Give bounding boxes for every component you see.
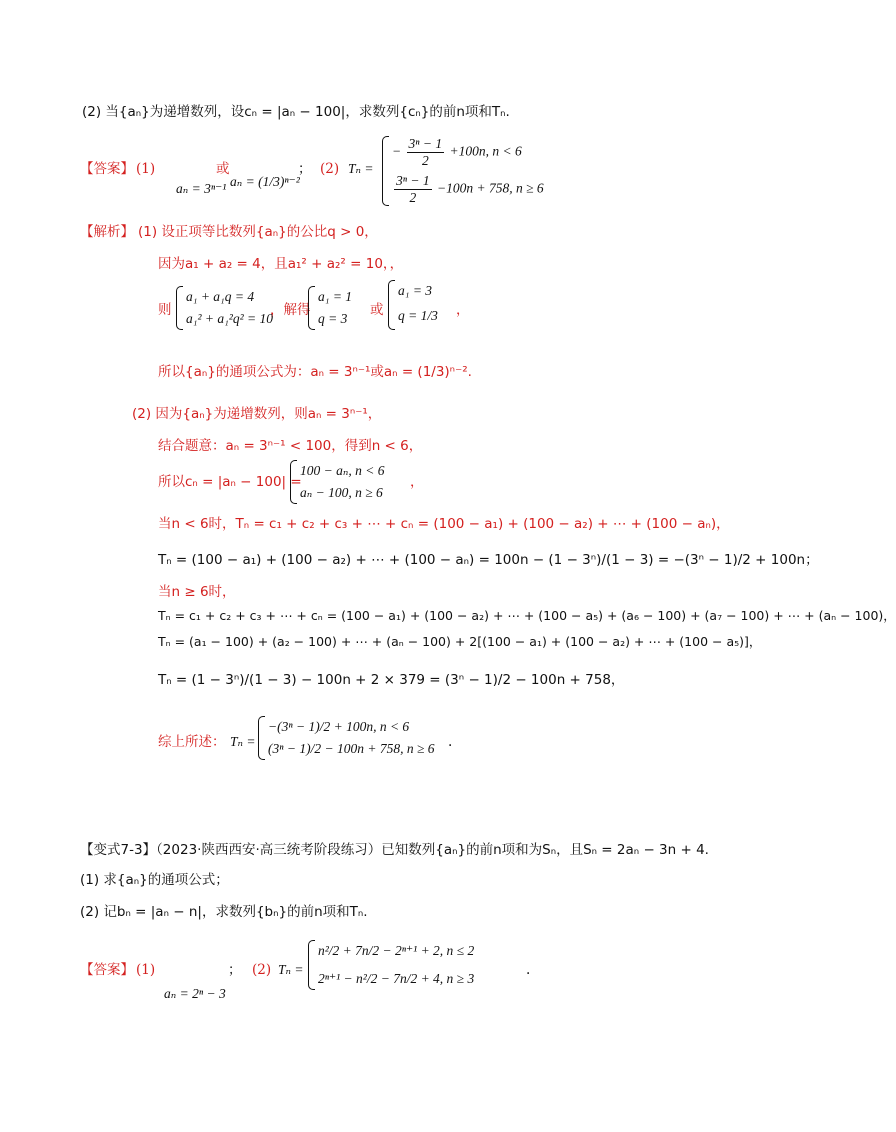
variant-answer-end: . <box>526 962 531 978</box>
answer-tag: 【答案】 <box>80 161 134 177</box>
variant-case1: n²/2 + 7n/2 − 2ⁿ⁺¹ + 2, n ≤ 2 <box>318 943 475 958</box>
cn-cases <box>288 460 384 504</box>
analysis-line-8: 当n < 6时，Tₙ = c₁ + c₂ + c₃ + ⋯ + cₙ = (100 − a₁) + (100 − a₂) + ⋯ + (100 − aₙ)， <box>158 516 730 532</box>
analysis-line-2: 因为a₁ + a₂ = 4，且a₁² + a₂² = 10，， <box>158 256 404 272</box>
variant-answer-sep: ； <box>228 962 242 978</box>
case2-den: 2 <box>409 190 417 205</box>
case2-num: 3ⁿ − 1 <box>396 173 430 188</box>
analysis-line-11: Tₙ = c₁ + c₂ + c₃ + ⋯ + cₙ = (100 − a₁) + (100 − a₂) + ⋯ + (100 − a₅) + (a₆ − 100) + (a₇ − 100) + ⋯ + (aₙ − 100)， <box>158 608 896 623</box>
analysis-line-10: 当n ≥ 6时， <box>158 584 236 600</box>
so-cn: 所以cₙ = |aₙ − 100| = <box>158 474 302 490</box>
variant-q1: (1) 求{aₙ}的通项公式； <box>80 872 229 888</box>
variant-answer-solution: aₙ = 2ⁿ − 3 <box>164 986 226 1001</box>
answer-solution-b: aₙ = (1/3)ⁿ⁻² <box>230 174 300 189</box>
summary-cases <box>256 716 434 760</box>
system-1-row1: a₁ + a₁q = 4 <box>186 289 255 304</box>
system-3 <box>386 280 438 330</box>
answer-tn: Tₙ = <box>348 161 374 176</box>
line7-end: ， <box>410 474 424 490</box>
solve-word: ，解得 <box>270 302 311 318</box>
answer-separator: ； <box>298 161 312 177</box>
answer-solution-a: aₙ = 3ⁿ⁻¹ <box>176 181 227 196</box>
analysis-line-6: 结合题意：aₙ = 3ⁿ⁻¹ < 100，得到n < 6， <box>158 438 423 454</box>
system-2-row1: a₁ = 1 <box>318 289 353 304</box>
variant-answer-tag: 【答案】 <box>80 962 134 978</box>
system-2 <box>306 286 352 330</box>
case1-num: 3ⁿ − 1 <box>408 136 443 151</box>
analysis-tag: 【解析】 <box>80 224 134 240</box>
summary-end: . <box>448 734 453 750</box>
variant-heading: 【变式7-3】（2023·陕西西安·高三统考阶段练习）已知数列{aₙ}的前n项和为Sₙ，且Sₙ = 2aₙ − 3n + 4. <box>80 842 709 858</box>
summary-case1: −(3ⁿ − 1)/2 + 100n, n < 6 <box>268 719 410 734</box>
cn-case1: 100 − aₙ, n < 6 <box>300 463 385 478</box>
variant-answer-p2: (2) <box>252 962 272 978</box>
analysis-line-12: Tₙ = (a₁ − 100) + (a₂ − 100) + ⋯ + (aₙ − 100) + 2[(100 − a₁) + (100 − a₂) + ⋯ + (100 − a₅)]， <box>158 634 762 649</box>
answer-part2-label: (2) <box>320 161 340 177</box>
analysis-line-4: 所以{aₙ}的通项公式为：aₙ = 3ⁿ⁻¹或aₙ = (1/3)ⁿ⁻². <box>158 364 472 380</box>
system-1 <box>174 286 273 330</box>
variant-q2: (2) 记bₙ = |aₙ − n|，求数列{bₙ}的前n项和Tₙ. <box>80 904 368 920</box>
summary-word: 综上所述： <box>158 734 226 750</box>
answer-cases <box>380 136 544 206</box>
answer-part1-label: (1) <box>136 161 156 177</box>
case1-tail: +100n, n < 6 <box>449 143 522 159</box>
answer-or: 或 <box>216 161 230 177</box>
case1-den: 2 <box>421 153 429 168</box>
or-word: 或 <box>370 302 384 318</box>
system-1-row2: a₁² + a₁²q² = 10 <box>186 311 273 326</box>
line3-end: ， <box>456 302 470 318</box>
case1-lead: − <box>392 143 402 159</box>
system-3-row2: q = 1/3 <box>398 308 438 323</box>
system-3-row1: a₁ = 3 <box>398 283 433 298</box>
case2-tail: −100n + 758, n ≥ 6 <box>437 180 544 196</box>
variant-answer-p1: (1) <box>136 962 156 978</box>
analysis-line-13: Tₙ = (1 − 3ⁿ)/(1 − 3) − 100n + 2 × 379 = (3ⁿ − 1)/2 − 100n + 758， <box>158 672 625 688</box>
variant-case2: 2ⁿ⁺¹ − n²/2 − 7n/2 + 4, n ≥ 3 <box>318 971 475 986</box>
then-word: 则 <box>158 302 172 318</box>
system-2-row2: q = 3 <box>318 311 348 326</box>
analysis-line-1: (1) 设正项等比数列{aₙ}的公比q > 0， <box>138 224 378 240</box>
variant-answer-tn: Tₙ = <box>278 962 304 977</box>
analysis-line-5: (2) 因为{aₙ}为递增数列，则aₙ = 3ⁿ⁻¹， <box>132 406 382 422</box>
summary-tn: Tₙ = <box>230 734 256 749</box>
variant-answer-cases <box>306 940 474 990</box>
question-2: (2) 当{aₙ}为递增数列，设cₙ = |aₙ − 100|，求数列{cₙ}的前n项和Tₙ. <box>82 104 510 120</box>
cn-case2: aₙ − 100, n ≥ 6 <box>300 485 383 500</box>
analysis-line-9: Tₙ = (100 − a₁) + (100 − a₂) + ⋯ + (100 − aₙ) = 100n − (1 − 3ⁿ)/(1 − 3) = −(3ⁿ − 1)/2 + 100n； <box>158 552 819 568</box>
summary-case2: (3ⁿ − 1)/2 − 100n + 758, n ≥ 6 <box>268 741 435 756</box>
